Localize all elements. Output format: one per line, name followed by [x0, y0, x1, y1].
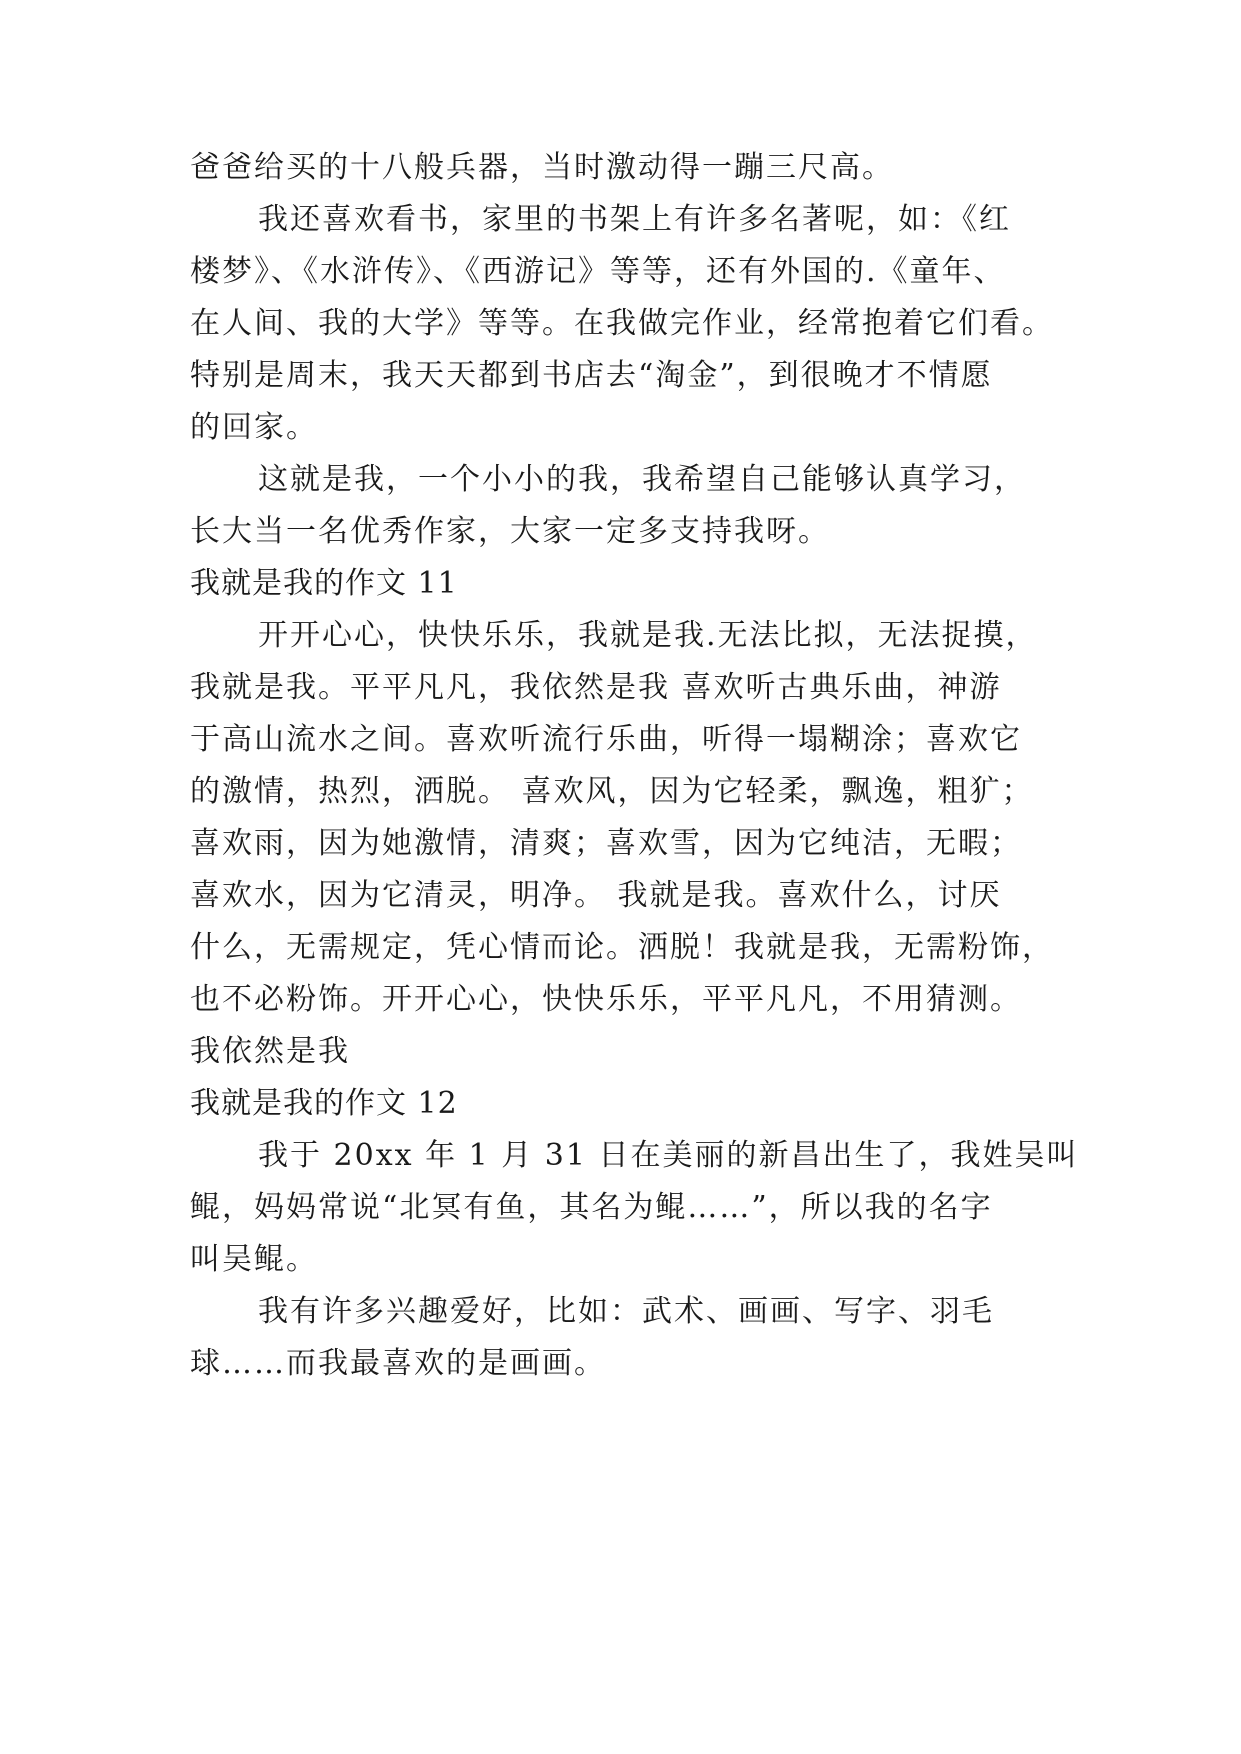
- paragraph-line: 特别是周末，我天天都到书店去“淘金”，到很晚才不情愿: [190, 358, 993, 393]
- paragraph-line: 也不必粉饰。开开心心，快快乐乐，平平凡凡，不用猜测。: [190, 982, 1022, 1017]
- section-heading: 我就是我的作文 11: [190, 566, 458, 601]
- paragraph-line: 这就是我，一个小小的我，我希望自己能够认真学习，: [258, 462, 1026, 497]
- paragraph-line: 我于 20xx 年 1 月 31 日在美丽的新昌出生了，我姓吴叫: [258, 1138, 1079, 1173]
- paragraph-line: 于高山流水之间。喜欢听流行乐曲，听得一塌糊涂；喜欢它: [190, 722, 1022, 757]
- paragraph-line: 喜欢水，因为它清灵，明净。 我就是我。喜欢什么，讨厌: [190, 878, 1002, 913]
- paragraph-line: 喜欢雨，因为她激情，清爽；喜欢雪，因为它纯洁，无暇；: [190, 826, 1022, 861]
- paragraph-line: 什么，无需规定，凭心情而论。洒脱！我就是我，无需粉饰，: [190, 930, 1054, 965]
- paragraph-line: 鲲，妈妈常说“北冥有鱼，其名为鲲……”，所以我的名字: [190, 1190, 993, 1225]
- paragraph-line: 我还喜欢看书，家里的书架上有许多名著呢，如：《红: [258, 202, 1011, 237]
- paragraph-line: 爸爸给买的十八般兵器，当时激动得一蹦三尺高。: [190, 150, 894, 185]
- paragraph-line: 叫吴鲲。: [190, 1242, 318, 1277]
- paragraph-line: 楼梦》、《水浒传》、《西游记》等等，还有外国的.《童年、: [190, 254, 1006, 289]
- paragraph-line: 的激情，热烈，洒脱。 喜欢风，因为它轻柔，飘逸，粗犷；: [190, 774, 1034, 809]
- paragraph-line: 长大当一名优秀作家，大家一定多支持我呀。: [190, 514, 830, 549]
- paragraph-line: 的回家。: [190, 410, 318, 445]
- section-heading: 我就是我的作文 12: [190, 1086, 458, 1121]
- paragraph-line: 我就是我。平平凡凡，我依然是我 喜欢听古典乐曲，神游: [190, 670, 1002, 705]
- paragraph-line: 在人间、我的大学》等等。在我做完作业，经常抱着它们看。: [190, 306, 1054, 341]
- paragraph-line: 开开心心，快快乐乐，我就是我.无法比拟，无法捉摸，: [258, 618, 1038, 653]
- paragraph-line: 我依然是我: [190, 1034, 350, 1069]
- paragraph-line: 球……而我最喜欢的是画画。: [190, 1346, 606, 1381]
- paragraph-line: 我有许多兴趣爱好，比如：武术、画画、写字、羽毛: [258, 1294, 994, 1329]
